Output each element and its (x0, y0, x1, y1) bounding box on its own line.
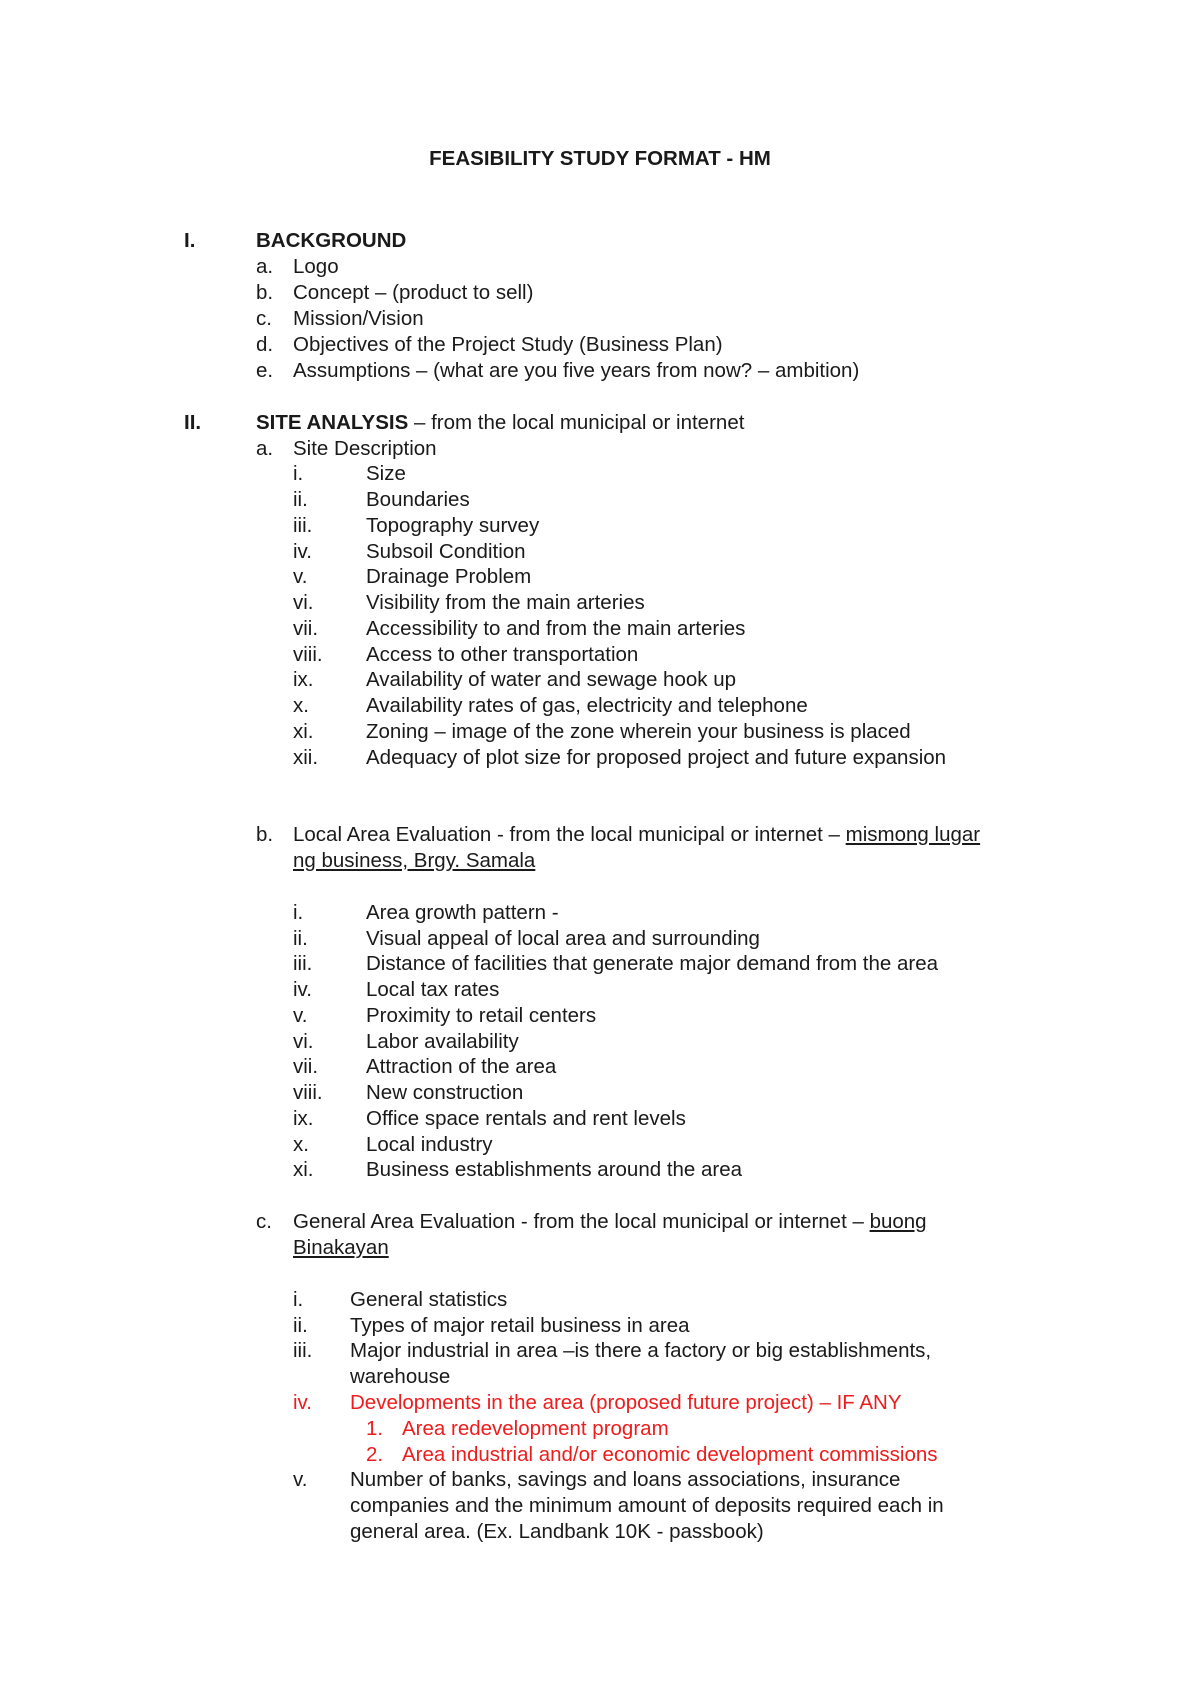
list-item: Local industry (366, 1133, 493, 1156)
list-marker: ii. (293, 927, 308, 950)
list-marker: iii. (293, 952, 313, 975)
list-marker: vi. (293, 591, 314, 614)
list-marker: 2. (366, 1443, 384, 1466)
list-item: Number of banks, savings and loans associations, insurance (350, 1468, 901, 1491)
list-item: Topography survey (366, 514, 540, 537)
list-item: Visibility from the main arteries (366, 591, 645, 614)
list-item: Distance of facilities that generate major demand from the area (366, 952, 939, 975)
list-marker: vii. (293, 1055, 319, 1078)
list-marker: c. (256, 307, 272, 330)
list-item: Assumptions – (what are you five years from now? – ambition) (293, 359, 860, 382)
list-item: New construction (366, 1081, 524, 1104)
list-item: Access to other transportation (366, 643, 639, 666)
subsection-b-underlined: mismong lugar (845, 823, 981, 846)
list-marker: v. (293, 1468, 308, 1491)
list-item: Subsoil Condition (366, 540, 526, 563)
section-2-number: II. (184, 411, 202, 434)
section-2-heading: SITE ANALYSIS (256, 411, 409, 434)
subsection-c-underlined-cont: Binakayan (293, 1236, 389, 1259)
list-marker: ix. (293, 1107, 314, 1130)
list-marker: c. (256, 1210, 272, 1233)
section-1-heading: BACKGROUND (256, 229, 407, 252)
list-item: Mission/Vision (293, 307, 424, 330)
list-marker: i. (293, 1288, 304, 1311)
list-marker: e. (256, 359, 274, 382)
list-item: Logo (293, 255, 339, 278)
list-item: Office space rentals and rent levels (366, 1107, 686, 1130)
list-item: Accessibility to and from the main arteries (366, 617, 746, 640)
list-marker: iv. (293, 540, 312, 563)
list-item-highlighted: Area redevelopment program (402, 1417, 669, 1440)
list-item: Availability of water and sewage hook up (366, 668, 736, 691)
list-marker: i. (293, 462, 304, 485)
list-item: Visual appeal of local area and surrounding (366, 927, 760, 950)
list-marker: iii. (293, 514, 313, 537)
list-item: General statistics (350, 1288, 508, 1311)
list-marker: b. (256, 281, 274, 304)
list-marker: xii. (293, 746, 319, 769)
list-marker: a. (256, 437, 274, 460)
list-item-highlighted: Developments in the area (proposed future project) – IF ANY (350, 1391, 902, 1414)
list-item: Availability rates of gas, electricity and telephone (366, 694, 808, 717)
list-item: Business establishments around the area (366, 1158, 743, 1181)
list-item: Major industrial in area –is there a factory or big establishments, (350, 1339, 932, 1362)
subsection-b-underlined-cont: ng business, Brgy. Samala (293, 849, 536, 872)
section-1-number: I. (184, 229, 196, 252)
list-marker: ii. (293, 1314, 308, 1337)
list-marker: iv. (293, 978, 312, 1001)
list-marker: x. (293, 1133, 309, 1156)
list-item: Size (366, 462, 406, 485)
list-marker: b. (256, 823, 274, 846)
list-item: Objectives of the Project Study (Business Plan) (293, 333, 723, 356)
list-marker: d. (256, 333, 274, 356)
list-marker: v. (293, 1004, 308, 1027)
list-item: Local tax rates (366, 978, 500, 1001)
subsection-c-underlined: buong (869, 1210, 927, 1233)
list-marker: ii. (293, 488, 308, 511)
subsection-b-text: Local Area Evaluation - from the local municipal or internet – (293, 823, 846, 846)
list-item-highlighted: Area industrial and/or economic development commissions (402, 1443, 938, 1466)
list-item-cont: general area. (Ex. Landbank 10K - passbook) (350, 1520, 764, 1543)
list-marker: a. (256, 255, 274, 278)
list-marker: v. (293, 565, 308, 588)
list-item: Concept – (product to sell) (293, 281, 534, 304)
list-item: Area growth pattern - (366, 901, 559, 924)
subsection-a-title: Site Description (293, 437, 437, 460)
list-marker: xi. (293, 1158, 314, 1181)
list-item: Adequacy of plot size for proposed project and future expansion (366, 746, 947, 769)
list-item: Boundaries (366, 488, 470, 511)
list-item: Proximity to retail centers (366, 1004, 597, 1027)
list-item: Drainage Problem (366, 565, 532, 588)
list-item: Labor availability (366, 1030, 519, 1053)
document-title: FEASIBILITY STUDY FORMAT - HM (429, 147, 771, 170)
section-2-heading-rest: – from the local municipal or internet (408, 411, 745, 434)
list-marker: viii. (293, 643, 323, 666)
subsection-c-text: General Area Evaluation - from the local municipal or internet – (293, 1210, 870, 1233)
list-marker: viii. (293, 1081, 323, 1104)
list-item-cont: warehouse (350, 1365, 451, 1388)
section-2-heading-line (256, 410, 744, 436)
list-marker: iv. (293, 1391, 312, 1414)
list-marker: 1. (366, 1417, 384, 1440)
list-item: Attraction of the area (366, 1055, 557, 1078)
list-marker: vii. (293, 617, 319, 640)
list-item-cont: companies and the minimum amount of deposits required each in (350, 1494, 944, 1517)
list-marker: vi. (293, 1030, 314, 1053)
list-marker: iii. (293, 1339, 313, 1362)
list-item: Types of major retail business in area (350, 1314, 690, 1337)
list-marker: ix. (293, 668, 314, 691)
list-marker: x. (293, 694, 309, 717)
list-marker: xi. (293, 720, 314, 743)
list-item: Zoning – image of the zone wherein your business is placed (366, 720, 911, 743)
subsection-c-title (293, 1209, 927, 1235)
list-marker: i. (293, 901, 304, 924)
subsection-b-title (293, 822, 980, 848)
